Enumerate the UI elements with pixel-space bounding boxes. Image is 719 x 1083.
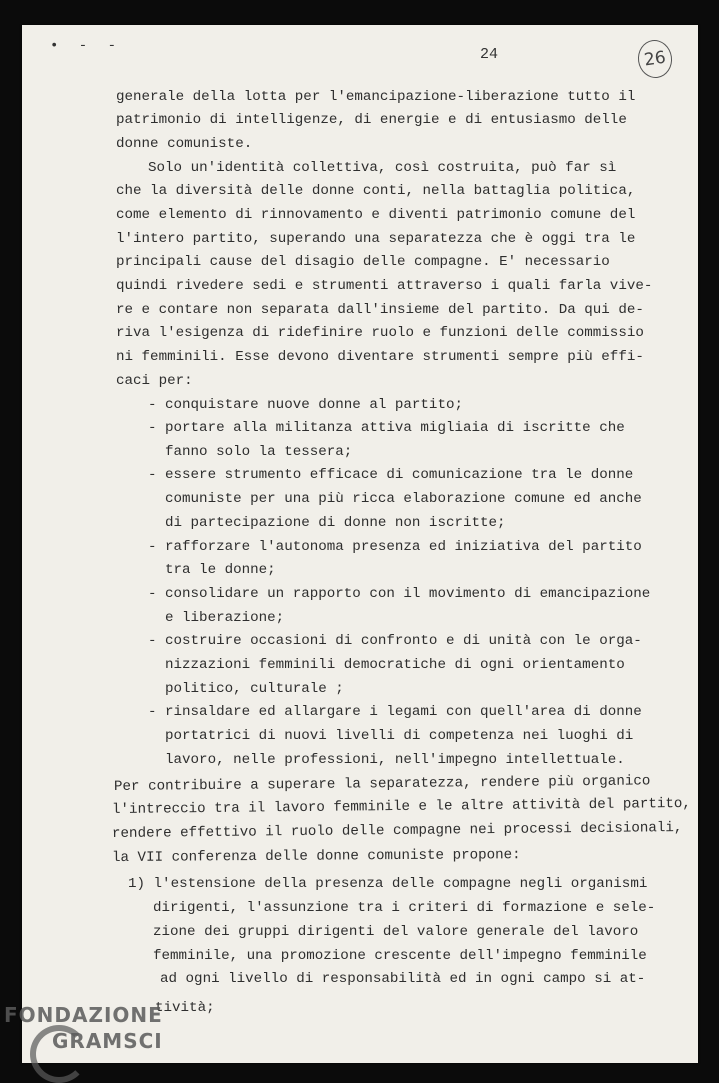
watermark [4,1003,163,1053]
text-line: l'intero partito, superando una separatezza che è oggi tra le [116,231,636,247]
text-line: patrimonio di intelligenze, di energie e di entusiasmo delle [116,112,627,128]
numbered-item: ad ogni livello di responsabilità ed in ogni campo si at- [160,971,646,987]
text-line: Solo un'identità collettiva, così costruita, può far sì [148,160,617,176]
text-line: riva l'esigenza di ridefinire ruolo e funzioni delle commissio [116,325,644,341]
margin-marks: • - - [50,38,123,54]
text-line: re e contare non separata dall'insieme del partito. Da qui de- [116,302,644,318]
text-line: rendere effettivo il ruolo delle compagne nei processi decisionali, [111,820,683,842]
text-line: come elemento di rinnovamento e diventi patrimonio comune del [116,207,636,223]
list-item: comuniste per una più ricca elaborazione comune ed anche [165,491,642,507]
list-dash: - [148,633,157,649]
list-dash: - [148,586,157,602]
text-line: principali cause del disagio delle compagne. E' necessario [116,254,610,270]
archive-stamp: 26 [636,38,675,80]
list-item: rinsaldare ed allargare i legami con quell'area di donne [165,704,642,720]
list-dash: - [148,397,157,413]
numbered-item: tività; [155,1000,215,1016]
list-item: nizzazioni femminili democratiche di ogni orientamento [165,657,625,673]
list-item: politico, culturale ; [165,681,344,697]
text-line: che la diversità delle donne conti, nella battaglia politica, [116,183,636,199]
list-item: e liberazione; [165,610,285,626]
list-dash: - [148,420,157,436]
text-line: generale della lotta per l'emancipazione-liberazione tutto il [116,89,636,105]
list-item: di partecipazione di donne non iscritte; [165,515,506,531]
numbered-item: dirigenti, l'assunzione tra i criteri di formazione e sele- [153,900,656,916]
numbered-item: femminile, una promozione crescente dell'impegno femminile [153,948,647,964]
list-dash: - [148,539,157,555]
watermark-line2: GRAMSCI [52,1029,163,1053]
numbered-item: zione dei gruppi dirigenti del valore generale del lavoro [153,924,639,940]
list-item: costruire occasioni di confronto e di unità con le orga- [165,633,642,649]
list-item: conquistare nuove donne al partito; [165,397,463,413]
list-dash: - [148,704,157,720]
list-item: lavoro, nelle professioni, nell'impegno intellettuale. [165,752,625,768]
list-item: consolidare un rapporto con il movimento di emancipazione [165,586,651,602]
text-line: ni femminili. Esse devono diventare strumenti sempre più effi- [116,349,644,365]
text-line: l'intreccio tra il lavoro femminile e le altre attività del partito, [111,795,692,818]
list-item: portare alla militanza attiva migliaia di iscritte che [165,420,625,436]
text-line: quindi rivedere sedi e strumenti attraverso i quali farla vive- [116,278,653,294]
text-line: donne comuniste. [116,136,253,152]
page-number: 24 [480,46,499,63]
list-item: portatrici di nuovi livelli di competenza nei luoghi di [165,728,634,744]
numbered-item: 1) l'estensione della presenza delle compagne negli organismi [128,876,648,892]
watermark-line1: FONDAZIONE [4,1003,163,1027]
list-item: essere strumento efficace di comunicazione tra le donne [165,467,634,483]
list-dash: - [148,467,157,483]
text-line: caci per: [116,373,193,389]
list-item: fanno solo la tessera; [165,444,353,460]
text-line: la VII conferenza delle donne comuniste propone: [111,847,521,866]
list-item: rafforzare l'autonoma presenza ed iniziativa del partito [165,539,642,555]
list-item: tra le donne; [165,562,276,578]
text-line: Per contribuire a superare la separatezza, rendere più organico [113,773,651,795]
